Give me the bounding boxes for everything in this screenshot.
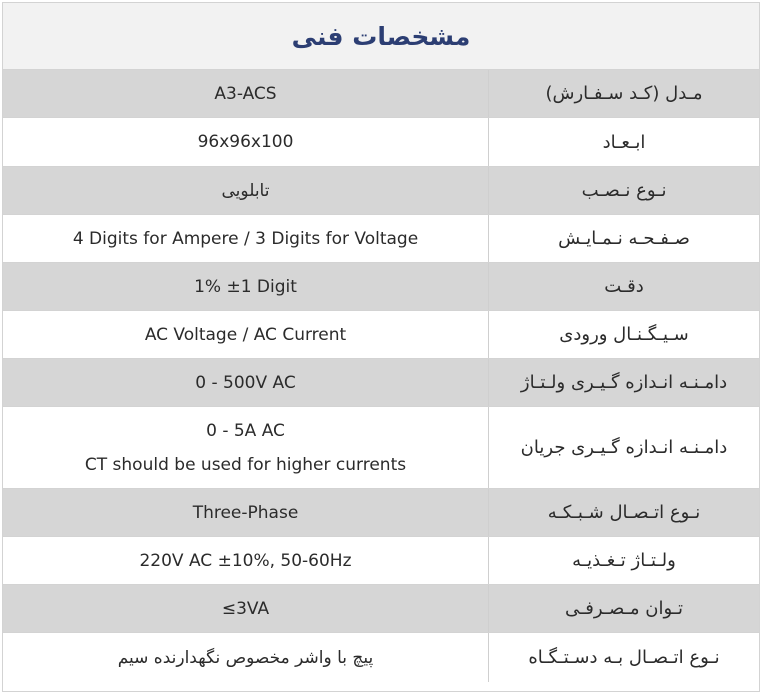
table-row-model [3, 70, 759, 118]
input-signal-value: AC Voltage / AC Current [144, 324, 347, 345]
table-row-dimensions [3, 118, 759, 167]
label-cell [489, 118, 759, 166]
input-signal-label: سـیـگـنـال ورودی [559, 324, 689, 345]
spec-table [2, 2, 760, 692]
model-value: A3-ACS [214, 83, 277, 104]
label-cell [489, 263, 759, 310]
display-value: 4 Digits for Ampere / 3 Digits for Voltage [72, 228, 419, 249]
value-cell [3, 489, 489, 536]
dimensions-label: ابـعـاد [602, 131, 646, 153]
value-cell [3, 407, 489, 488]
value-cell [3, 263, 489, 310]
table-row-power-consumption [3, 585, 759, 633]
supply-voltage-label: ولـتـاژ تـغـذیـه [572, 550, 676, 571]
value-cell [3, 118, 489, 166]
model-label: مـدل (کـد سـفـارش) [545, 83, 703, 104]
label-cell [489, 70, 759, 117]
dimensions-value: 96x96x100 [197, 132, 294, 152]
current-range-note: CT should be used for higher currents [84, 454, 407, 475]
label-cell [489, 215, 759, 262]
device-connection-value: پیچ با واشر مخصوص نگهدارنده سیم [117, 647, 374, 668]
value-cell [3, 215, 489, 262]
value-cell [3, 537, 489, 584]
value-cell [3, 359, 489, 406]
table-row-display [3, 215, 759, 263]
table-row-supply-voltage [3, 537, 759, 585]
label-cell [489, 311, 759, 358]
label-cell [489, 537, 759, 584]
table-title-row [3, 3, 759, 70]
label-cell [489, 489, 759, 536]
current-range-label: دامـنـه انـدازه گـیـری جریان [520, 437, 728, 458]
table-title: مشخصات فنی [291, 21, 471, 51]
label-cell [489, 633, 759, 682]
table-row-device-connection [3, 633, 759, 682]
value-cell [3, 167, 489, 214]
supply-voltage-value: 220V AC ±10%, 50-60Hz [139, 550, 352, 571]
mounting-label: نـوع نـصـب [581, 180, 667, 201]
value-cell [3, 311, 489, 358]
label-cell [489, 359, 759, 406]
table-row-mounting [3, 167, 759, 215]
network-connection-label: نـوع اتـصـال شـبـکـه [547, 502, 701, 523]
device-connection-label: نـوع اتـصـال بـه دسـتـگـاه [528, 647, 720, 668]
accuracy-label: دقـت [604, 276, 644, 297]
display-label: صـفـحـه نـمـایـش [558, 228, 690, 249]
voltage-range-label: دامـنـه انـدازه گـیـری ولـتـاژ [520, 372, 728, 393]
table-row-voltage-range [3, 359, 759, 407]
network-connection-value: Three-Phase [192, 502, 299, 523]
accuracy-value: 1% ±1 Digit [194, 276, 297, 297]
value-cell [3, 585, 489, 632]
label-cell [489, 167, 759, 214]
table-row-input-signal [3, 311, 759, 359]
value-cell [3, 633, 489, 682]
power-consumption-label: تـوان مـصـرفـی [564, 598, 684, 619]
table-row-current-range [3, 407, 759, 489]
label-cell [489, 585, 759, 632]
table-row-accuracy [3, 263, 759, 311]
label-cell [489, 407, 759, 488]
table-row-network-connection [3, 489, 759, 537]
power-consumption-value: ≤3VA [221, 598, 270, 619]
voltage-range-value: 0 - 500V AC [195, 372, 296, 393]
mounting-value: تابلویی [221, 180, 270, 201]
value-cell [3, 70, 489, 117]
current-range-value: 0 - 5A AC [206, 420, 285, 441]
